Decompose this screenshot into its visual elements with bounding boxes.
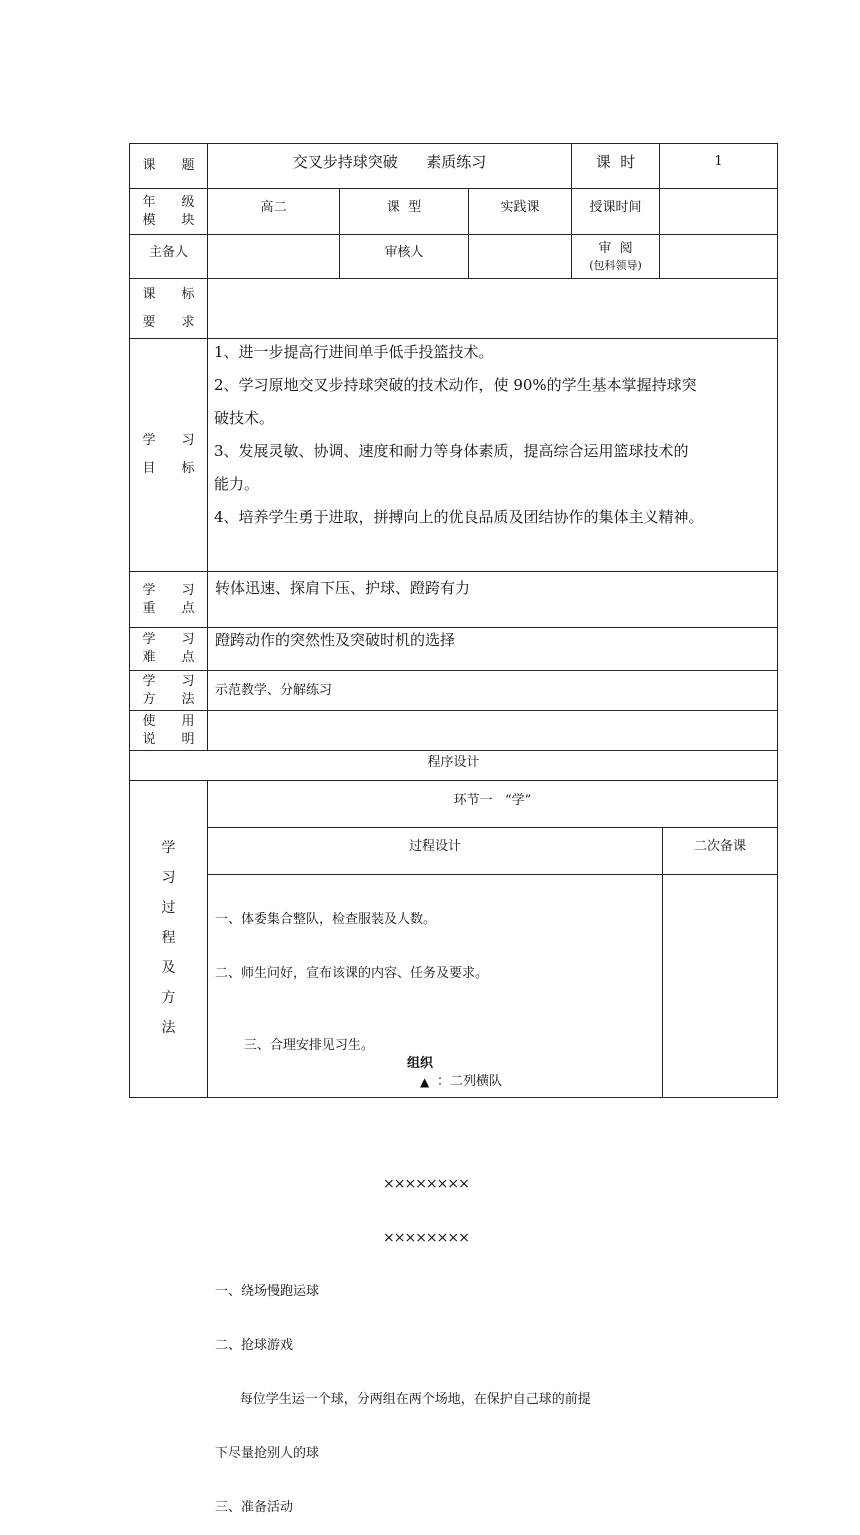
formation-row: ×××××××× — [383, 1230, 469, 1246]
type-value: 实践课 — [500, 200, 540, 216]
label-char: 课 — [142, 286, 156, 302]
usage-value — [208, 711, 777, 750]
label-char: 重 — [142, 600, 156, 616]
objective-line: 1、进一步提高行进间单手低手投篮技术。 — [214, 343, 494, 361]
label-char: 及 — [161, 960, 176, 976]
reviewer-value — [469, 235, 571, 278]
objectives-text — [214, 336, 776, 534]
usage-label — [130, 711, 207, 750]
label-char: 模 — [142, 212, 156, 228]
objective-line: 能力。 — [214, 475, 260, 493]
label-char: 法 — [181, 691, 195, 707]
label-char: 学 — [142, 673, 156, 689]
process-line: 三、准备活动 — [215, 1500, 294, 1515]
process-line: 每位学生运一个球，分两组在两个场地，在保护自己球的前提 — [215, 1392, 591, 1407]
focus-label — [130, 572, 207, 627]
label-char: 过 — [161, 900, 176, 916]
organization-value: ：二列横队 — [437, 1074, 503, 1089]
row-divider — [129, 571, 778, 572]
label-char: 要 — [142, 314, 156, 330]
time-label: 授课时间 — [589, 200, 642, 216]
process-line — [215, 1019, 661, 1089]
label-char: 说 — [142, 731, 156, 747]
audit-value — [660, 235, 777, 278]
table-border-right — [777, 143, 778, 1098]
audit-label — [572, 235, 659, 278]
standards-label — [130, 279, 207, 338]
method-value: 示范教学、分解练习 — [215, 683, 333, 698]
process-line: 一、体委集合整队，检查服装及人数。 — [215, 912, 437, 927]
col-second-header: 二次备课 — [693, 839, 746, 855]
label-char: 习 — [181, 632, 195, 647]
label-char: 使 — [142, 713, 156, 729]
grade-value: 高二 — [260, 200, 287, 216]
objective-line: 3、发展灵敏、协调、速度和耐力等身体素质，提高综合运用篮球技术的 — [214, 442, 689, 460]
label-char: 习 — [181, 433, 195, 448]
label-char: 点 — [181, 600, 195, 616]
label-char: 习 — [161, 870, 176, 886]
process-line: 下尽量抢别人的球 — [215, 1446, 320, 1461]
focus-value: 转体迅速、探肩下压、护球、蹬跨有力 — [215, 579, 471, 597]
label-char: 学 — [142, 433, 156, 448]
standards-value — [208, 279, 777, 338]
program-title: 程序设计 — [427, 754, 480, 770]
label-char: 学 — [142, 582, 156, 598]
label-char: 标 — [181, 461, 195, 476]
label-char: 标 — [181, 286, 195, 302]
label-char: 方 — [142, 691, 156, 707]
process-line-text: 三、合理安排见习生。 — [231, 1038, 374, 1053]
type-label: 课 型 — [386, 200, 422, 216]
spacer — [215, 1127, 661, 1139]
label-char: 求 — [181, 314, 195, 330]
col-process-header: 过程设计 — [408, 839, 461, 855]
label-char: 目 — [142, 461, 156, 476]
label-char: 明 — [181, 731, 195, 747]
objective-line: 破技术。 — [214, 409, 275, 427]
process-side-label — [130, 833, 207, 1043]
author-value — [208, 235, 339, 278]
label-char: 块 — [181, 212, 195, 228]
time-value — [660, 189, 777, 234]
stage-title: 环节一 “学” — [453, 793, 532, 809]
label-char: 课 — [142, 158, 156, 174]
difficulty-value: 蹬跨动作的突然性及突破时机的选择 — [215, 631, 456, 649]
topic-label — [130, 144, 207, 188]
col-divider — [662, 827, 663, 1098]
objectives-label — [130, 339, 207, 571]
objective-line: 2、学习原地交叉步持球突破的技术动作，使 90%的学生基本掌握持球突 — [214, 376, 697, 394]
label-char: 法 — [161, 1020, 176, 1036]
label-char: 学 — [142, 632, 156, 647]
hours-label: 课 时 — [595, 152, 636, 171]
row-divider — [129, 627, 778, 628]
label-char: 用 — [181, 713, 195, 729]
audit-label-text: 审 阅 — [598, 240, 633, 256]
label-char: 习 — [181, 673, 195, 689]
row-divider — [129, 670, 778, 671]
process-line: 二、抢球游戏 — [215, 1338, 294, 1353]
method-label — [130, 671, 207, 710]
process-line: 二、师生问好，宣布该课的内容、任务及要求。 — [215, 966, 489, 981]
objective-line: 4、培养学生勇于进取，拼搏向上的优良品质及团结协作的集体主义精神。 — [214, 508, 704, 526]
label-char: 习 — [181, 582, 195, 598]
audit-sub-label: (包科领导) — [589, 258, 642, 272]
grade-module-label — [130, 189, 207, 234]
label-char: 题 — [181, 158, 195, 174]
author-label: 主备人 — [148, 245, 188, 261]
process-content — [215, 875, 661, 1535]
label-char: 难 — [142, 650, 156, 665]
process-line: 一、绕场慢跑运球 — [215, 1284, 320, 1299]
label-char: 程 — [161, 930, 176, 946]
topic-value: 交叉步持球突破 素质练习 — [292, 152, 487, 171]
label-char: 年 — [142, 194, 156, 210]
difficulty-label — [130, 628, 207, 670]
hours-value: 1 — [714, 154, 723, 170]
reviewer-label: 审核人 — [384, 245, 424, 261]
label-char: 级 — [181, 194, 195, 210]
teacher-triangle-icon: ▲ — [420, 1075, 430, 1089]
label-char: 学 — [161, 840, 176, 856]
formation-row: ×××××××× — [383, 1176, 469, 1192]
label-char: 方 — [161, 990, 176, 1006]
organization-label: 组织 — [407, 1056, 434, 1071]
label-char: 点 — [181, 650, 195, 665]
